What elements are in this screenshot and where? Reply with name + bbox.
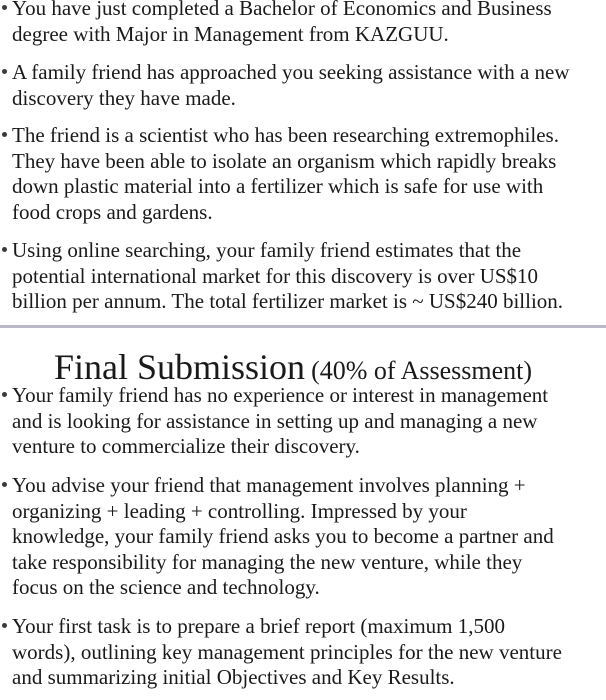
text-line: A family friend has approached you seeking assistance with a new — [12, 60, 570, 84]
text-line: billion per annum. The total fertilizer market is ~ US$240 billion. — [12, 289, 564, 313]
text-line: You have just completed a Bachelor of Economics and Business — [12, 0, 552, 20]
section-title-weight: (40% of Assessment) — [311, 356, 533, 385]
intro-item-scientist — [12, 123, 606, 225]
bullet-icon — [2, 69, 7, 74]
submission-item-no-experience — [12, 383, 606, 460]
text-line: Using online searching, your family friend estimates that the — [12, 238, 522, 262]
text-line: discovery they have made. — [12, 85, 236, 110]
bullet-icon — [2, 623, 7, 628]
text-line: organizing + leading + controlling. Impressed by your — [12, 498, 467, 523]
text-line: degree with Major in Management from KAZGUU. — [12, 21, 449, 46]
text-line: focus on the science and technology. — [12, 575, 320, 599]
section-divider — [0, 325, 606, 328]
bullet-icon — [2, 5, 7, 10]
intro-item-graduation — [12, 0, 606, 47]
intro-item-market — [12, 238, 606, 315]
text-line: and summarizing initial Objectives and Key Results. — [12, 665, 455, 689]
text-line: venture to commercialize their discovery. — [12, 434, 360, 458]
text-line: take responsibility for managing the new venture, while they — [12, 549, 523, 574]
bullet-icon — [2, 482, 7, 487]
text-line: The friend is a scientist who has been researching extremophiles. — [12, 123, 559, 147]
text-line: food crops and gardens. — [12, 199, 213, 224]
text-line: words), outlining key management principles for the new venture — [12, 639, 562, 664]
text-line: potential international market for this discovery is over US$10 — [12, 263, 539, 288]
text-line: Your first task is to prepare a brief report (maximum 1,500 — [12, 614, 506, 638]
text-line: knowledge, your family friend asks you to become a partner and — [12, 524, 554, 548]
section-title-main: Final Submission — [54, 347, 306, 387]
submission-item-partner — [12, 473, 606, 601]
text-line: and is looking for assistance in setting up and managing a new — [12, 408, 538, 433]
text-line: You advise your friend that management involves planning + — [12, 473, 526, 497]
bullet-icon — [2, 392, 7, 397]
text-line: They have been able to isolate an organism which rapidly breaks — [12, 148, 557, 173]
text-line: Your family friend has no experience or interest in management — [12, 383, 549, 407]
text-line: down plastic material into a fertilizer which is safe for use with — [12, 174, 544, 198]
bullet-icon — [2, 132, 7, 137]
submission-item-first-task — [12, 614, 606, 691]
bullet-icon — [2, 247, 7, 252]
intro-item-family-friend — [12, 60, 606, 111]
